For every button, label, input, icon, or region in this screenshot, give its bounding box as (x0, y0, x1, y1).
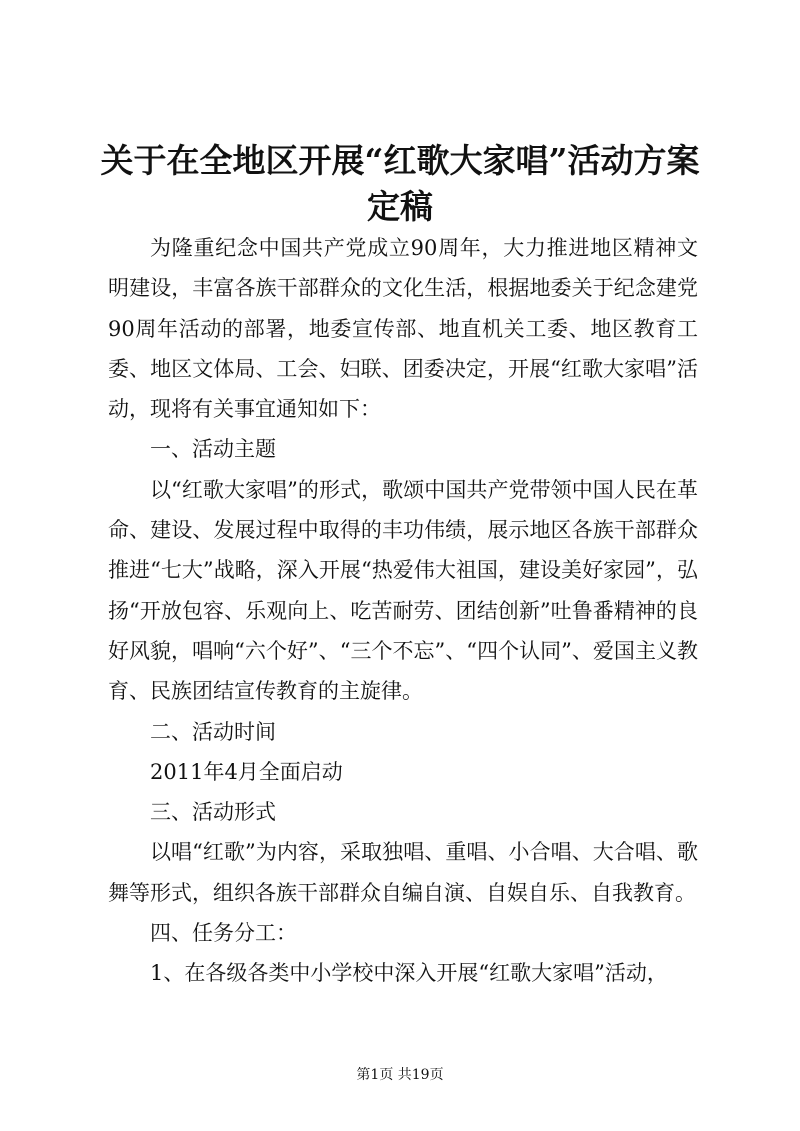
heading-task-division: 四、任务分工： (150, 921, 297, 946)
paragraph-intro: 为隆重纪念中国共产党成立90周年，大力推进地区精神文明建设，丰富各族干部群众的文化生活，根据地委关于纪念建党90周年活动的部署，地委宣传部、地直机关工委、地区教育工委、地区文体局、工会、妇联、团委决定，开展“红歌大家唱”活动，现将有关事宜通知如下： (108, 236, 698, 422)
paragraph-activity-theme: 以“红歌大家唱”的形式，歌颂中国共产党带领中国人民在革命、建设、发展过程中取得的丰功伟绩，展示地区各族干部群众推进“七大”战略，深入开展“热爱伟大祖国，建设美好家园”，弘扬“开放包容、乐观向上、吃苦耐劳、团结创新”吐鲁番精神的良好风貌，唱响“六个好”、“三个不忘”、“四个认同”、爱国主义教育、民族团结宣传教育的主旋律。 (108, 477, 698, 704)
document-title: 关于在全地区开展“红歌大家唱”活动方案定稿 (100, 141, 700, 226)
heading-activity-form: 三、活动形式 (150, 800, 276, 825)
document-body (108, 228, 698, 994)
page-number-footer: 第1页 共19页 (356, 1067, 444, 1083)
paragraph-activity-time: 2011年4月全面启动 (150, 759, 343, 784)
paragraph-activity-form: 以唱“红歌”为内容，采取独唱、重唱、小合唱、大合唱、歌舞等形式，组织各族干部群众自编自演、自娱自乐、自我教育。 (108, 840, 698, 905)
heading-activity-time: 二、活动时间 (150, 719, 276, 744)
paragraph-task-1: 1、在各级各类中小学校中深入开展“红歌大家唱”活动， (150, 961, 668, 986)
heading-activity-theme: 一、活动主题 (150, 437, 276, 462)
